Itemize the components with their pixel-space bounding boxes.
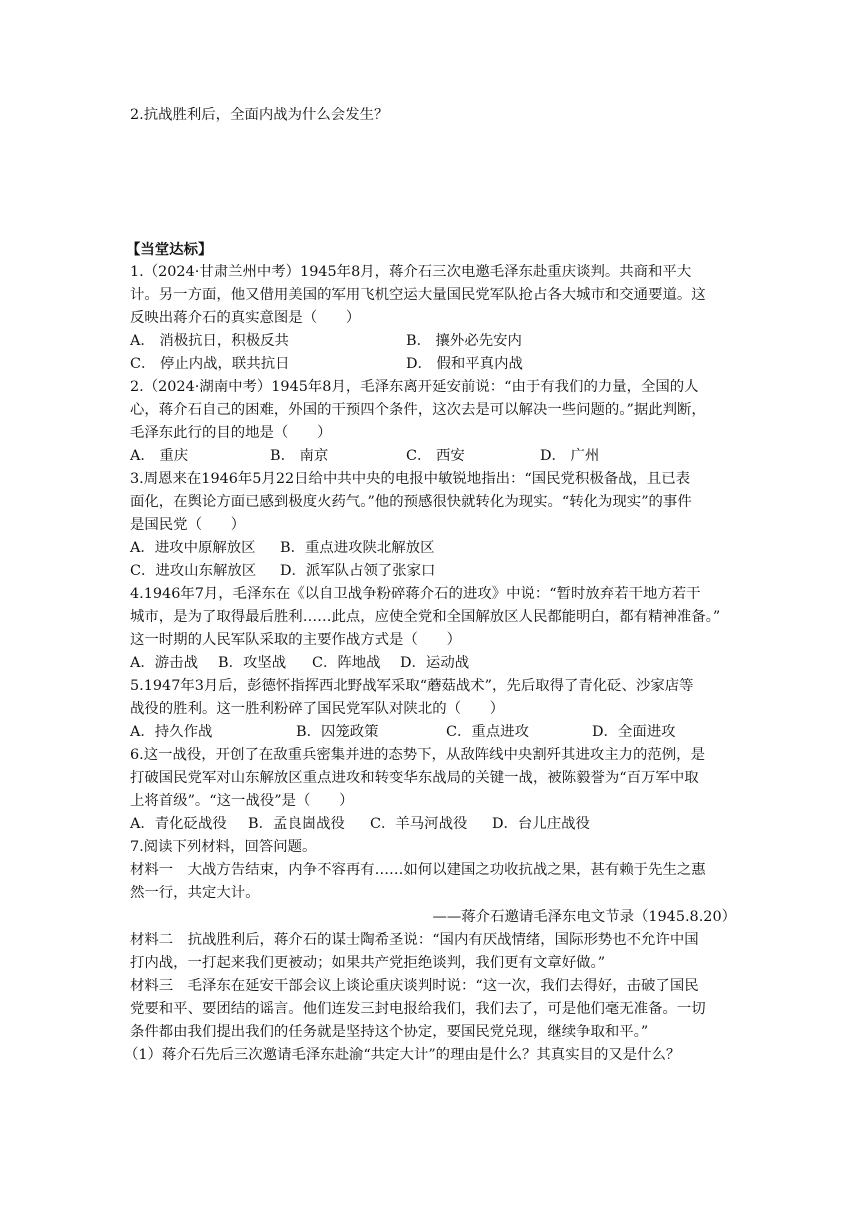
q3-options-row [130,560,740,583]
q4-option-a: A．游击战 [130,655,198,671]
q4-line: 城市，是为了取得最后胜利……此点，应使全党和全国解放区人民都能明白，都有精神准备。” [130,609,721,625]
q1-option-d: D． 假和平真内战 [406,356,523,372]
q2-line: 2.（2024·湖南中考）1945年8月，毛泽东离开延安前说：“由于有我们的力量，全国的人 [130,379,699,395]
q5-line: 5.1947年3月后，彭德怀指挥西北野战军采取“蘑菇战术”，先后取得了青化砭、沙家店等 [130,678,694,694]
q2-line: 心，蒋介石自己的困难，外国的干预四个条件，这次去是可以解决一些问题的。”据此判断， [130,402,706,418]
q3-line: 3.周恩来在1946年5月22日给中共中央的电报中敏锐地指出：“国民党积极备战，且已表 [130,471,691,487]
q7-material-3-line: 材料三 毛泽东在延安干部会议上谈论重庆谈判时说：“这一次，我们去得好，击破了国民 [130,978,699,994]
q4-line: 4.1946年7月，毛泽东在《以自卫战争粉碎蒋介石的进攻》中说：“暂时放弃若干地方若干 [130,586,701,602]
q3-option-b: B．重点进攻陕北解放区 [280,540,435,556]
q2-option-d: D． 广州 [540,448,600,464]
discussion-question-2: 2.抗战胜利后，全面内战为什么会发生？ [130,107,389,123]
q3-options-row [130,537,740,560]
q7-material-1-line: 材料一 大战方告结束，内争不容再有……如何以建国之功收抗战之果，甚有赖于先生之惠 [130,862,706,878]
q5-option-b: B．囚笼政策 [296,724,379,740]
q1-option-a: A． 消极抗日，积极反共 [130,333,289,349]
q5-options-row [130,721,740,744]
q1-line: 计。另一方面，他又借用美国的军用飞机空运大量国民党军队抢占各大城市和交通要道。这 [130,287,706,303]
q7-material-1-source: ——蒋介石邀请毛泽东电文节录（1945.8.20） [432,909,736,925]
q3-line: 是国民党（ ） [130,517,246,533]
q1-options-row [130,330,740,353]
q1-option-c: C． 停止内战，联共抗日 [130,356,290,372]
q6-line: 打破国民党军对山东解放区重点进攻和转变华东战局的关键一战，被陈毅誉为“百万军中取 [130,770,699,786]
q3-line: 面化，在舆论方面已感到极度火药气。”他的预感很快就转化为现实。“转化为现实”的事件 [130,494,692,510]
q4-option-b: B．攻坚战 [218,655,287,671]
q5-option-d: D．全面进攻 [592,724,676,740]
q6-option-d: D．台儿庄战役 [492,816,590,832]
section-title: 【当堂达标】 [126,241,213,258]
q4-option-d: D．运动战 [400,655,470,671]
q6-options-row [130,813,740,836]
q3-option-a: A．进攻中原解放区 [130,540,256,556]
q2-option-c: C． 西安 [406,448,465,464]
q4-option-c: C．阵地战 [312,655,381,671]
q7-intro: 7.阅读下列材料，回答问题。 [130,839,317,855]
q7-material-1-line: 然一行，共定大计。 [130,885,260,901]
q6-option-b: B．孟良崮战役 [248,816,345,832]
q1-options-row [130,353,740,376]
q1-line: 反映出蒋介石的真实意图是（ ） [130,310,361,326]
q3-option-d: D．派军队占领了张家口 [280,563,436,579]
q5-line: 战役的胜利。这一胜利粉碎了国民党军队对陕北的（ ） [130,701,505,717]
q2-option-b: B． 南京 [270,448,329,464]
q7-material-3-line: 党要和平、要团结的谣言。他们连发三封电报给我们，我们去了，可是他们毫无准备。一切 [130,1001,706,1017]
q1-option-b: B． 攘外必先安内 [406,333,522,349]
q7-material-3-line: 条件都由我们提出我们的任务就是坚持这个协定，要国民党兑现，继续争取和平。” [130,1024,649,1040]
q4-line: 这一时期的人民军队采取的主要作战方式是（ ） [130,632,461,648]
q4-options-row [130,652,740,675]
q5-option-c: C．重点进攻 [446,724,529,740]
q2-line: 毛泽东此行的目的地是（ ） [130,425,332,441]
q1-line: 1.（2024·甘肃兰州中考）1945年8月，蒋介石三次电邀毛泽东赴重庆谈判。共商和平大 [130,264,692,280]
q7-material-2-line: 材料二 抗战胜利后，蒋介石的谋士陶希圣说：“国内有厌战情绪，国际形势也不允许中国 [130,932,699,948]
q6-line: 6.这一战役，开创了在敌重兵密集并进的态势下，从敌阵线中央割歼其进攻主力的范例，是 [130,747,705,763]
q6-line: 上将首级”。“这一战役”是（ ） [130,793,354,809]
q6-option-a: A．青化砭战役 [130,816,227,832]
q5-option-a: A．持久作战 [130,724,213,740]
q2-option-a: A． 重庆 [130,448,189,464]
q7-subquestion-1: （1）蒋介石先后三次邀请毛泽东赴渝“共定大计”的理由是什么？其真实目的又是什么？ [124,1047,681,1063]
q7-material-2-line: 打内战，一打起来我们更被动；如果共产党拒绝谈判，我们更有文章好做。” [130,955,606,971]
q6-option-c: C．羊马河战役 [370,816,468,832]
q3-option-c: C．进攻山东解放区 [130,563,257,579]
q2-options-row [130,445,740,468]
